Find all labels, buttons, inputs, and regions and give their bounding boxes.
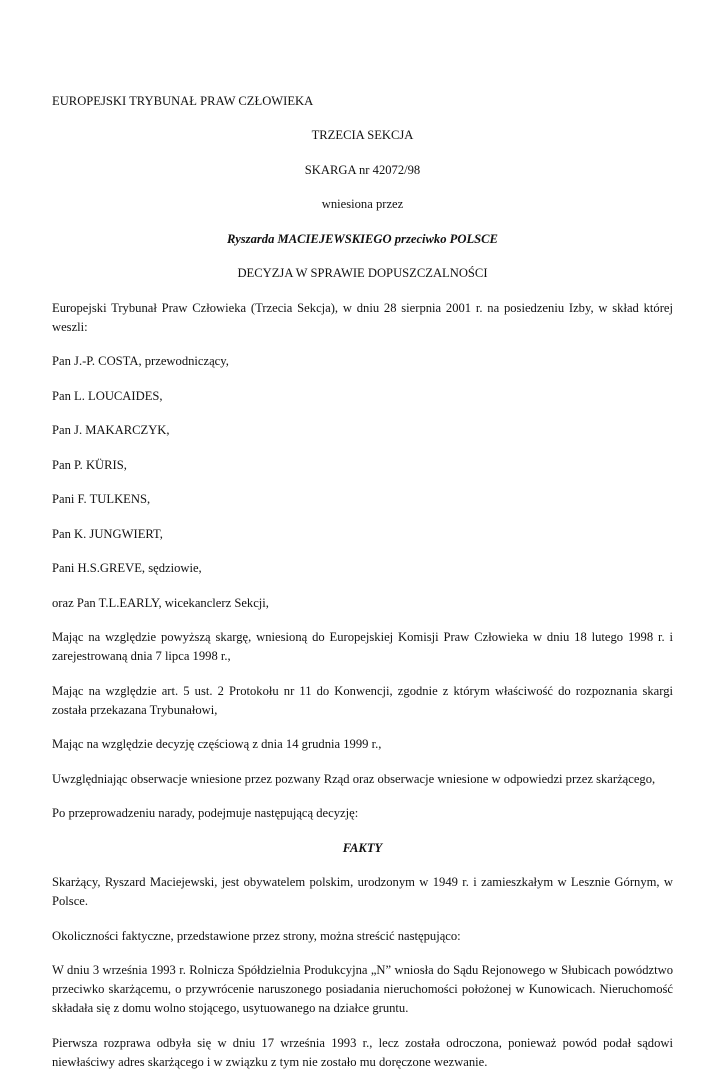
judge-line: Pani H.S.GREVE, sędziowie, (52, 561, 202, 575)
registrar-line: oraz Pan T.L.EARLY, wicekanclerz Sekcji, (52, 595, 269, 610)
decision-title: DECYZJA W SPRAWIE DOPUSZCZALNOŚCI (237, 266, 488, 280)
judge-line: Pan L. LOUCAIDES, (52, 388, 163, 403)
judge-line: Pan K. JUNGWIERT, (52, 526, 163, 541)
intro-paragraph: Europejski Trybunał Praw Człowieka (Trzecia Sekcja), w dniu 28 sierpnia 2001 r. na posiedzeniu Izby, w skład której weszli: (52, 300, 673, 334)
facts-paragraph: Skarżący, Ryszard Maciejewski, jest obywatelem polskim, urodzonym w 1949 r. i zamieszkałym w Lesznie Górnym, w Polsce. (52, 875, 673, 908)
application-number: SKARGA nr 42072/98 (304, 162, 421, 177)
consideration-paragraph: Mając na względzie decyzję częściową z dnia 14 grudnia 1999 r., (52, 737, 382, 751)
decision-intro-paragraph: Po przeprowadzeniu narady, podejmuje następującą decyzję: (52, 806, 359, 820)
consideration-paragraph: Uwzględniając obserwacje wniesione przez pozwany Rząd oraz obserwacje wniesione w odpowiedzi przez skarżącego, (52, 771, 656, 786)
facts-paragraph: W dniu 3 września 1993 r. Rolnicza Spółdzielnia Produkcyjna „N” wniosła do Sądu Rejonowego w Słubicach powództwo przeciwko skarżącemu, o przywrócenie naruszonego posiadania nieruchomości położonej w Kunowicach. Nieruchomość składała się z domu wolno stojącego, usytuowanego na działce gruntu. (52, 963, 673, 1015)
judge-line: Pan P. KÜRIS, (52, 457, 127, 472)
facts-heading: FAKTY (342, 840, 383, 855)
document-page (52, 92, 673, 1087)
lodged-by-label: wniesiona przez (321, 197, 404, 211)
case-title: Ryszarda MACIEJEWSKIEGO przeciwko POLSCE (227, 231, 498, 246)
consideration-paragraph: Mając na względzie powyższą skargę, wniesioną do Europejskiej Komisji Praw Człowieka w dniu 18 lutego 1998 r. i zarejestrowaną dnia 7 lipca 1998 r., (52, 630, 673, 663)
court-name: EUROPEJSKI TRYBUNAŁ PRAW CZŁOWIEKA (52, 94, 314, 108)
facts-paragraph: Pierwsza rozprawa odbyła się w dniu 17 września 1993 r., lecz została odroczona, ponieważ powód podał sądowi niewłaściwy adres skarżącego i w związku z tym nie zostało mu doręczone wezwanie. (52, 1035, 673, 1069)
consideration-paragraph: Mając na względzie art. 5 ust. 2 Protokołu nr 11 do Konwencji, zgodnie z którym właściwość do rozpoznania skargi została przekazana Trybunałowi, (52, 683, 673, 717)
judge-line: Pani F. TULKENS, (52, 492, 151, 506)
facts-paragraph: Okoliczności faktyczne, przedstawione przez strony, można streścić następująco: (52, 928, 461, 943)
judge-line: Pan J. MAKARCZYK, (52, 423, 170, 437)
section-name: TRZECIA SEKCJA (311, 128, 414, 142)
judge-line: Pan J.-P. COSTA, przewodniczący, (52, 354, 229, 368)
